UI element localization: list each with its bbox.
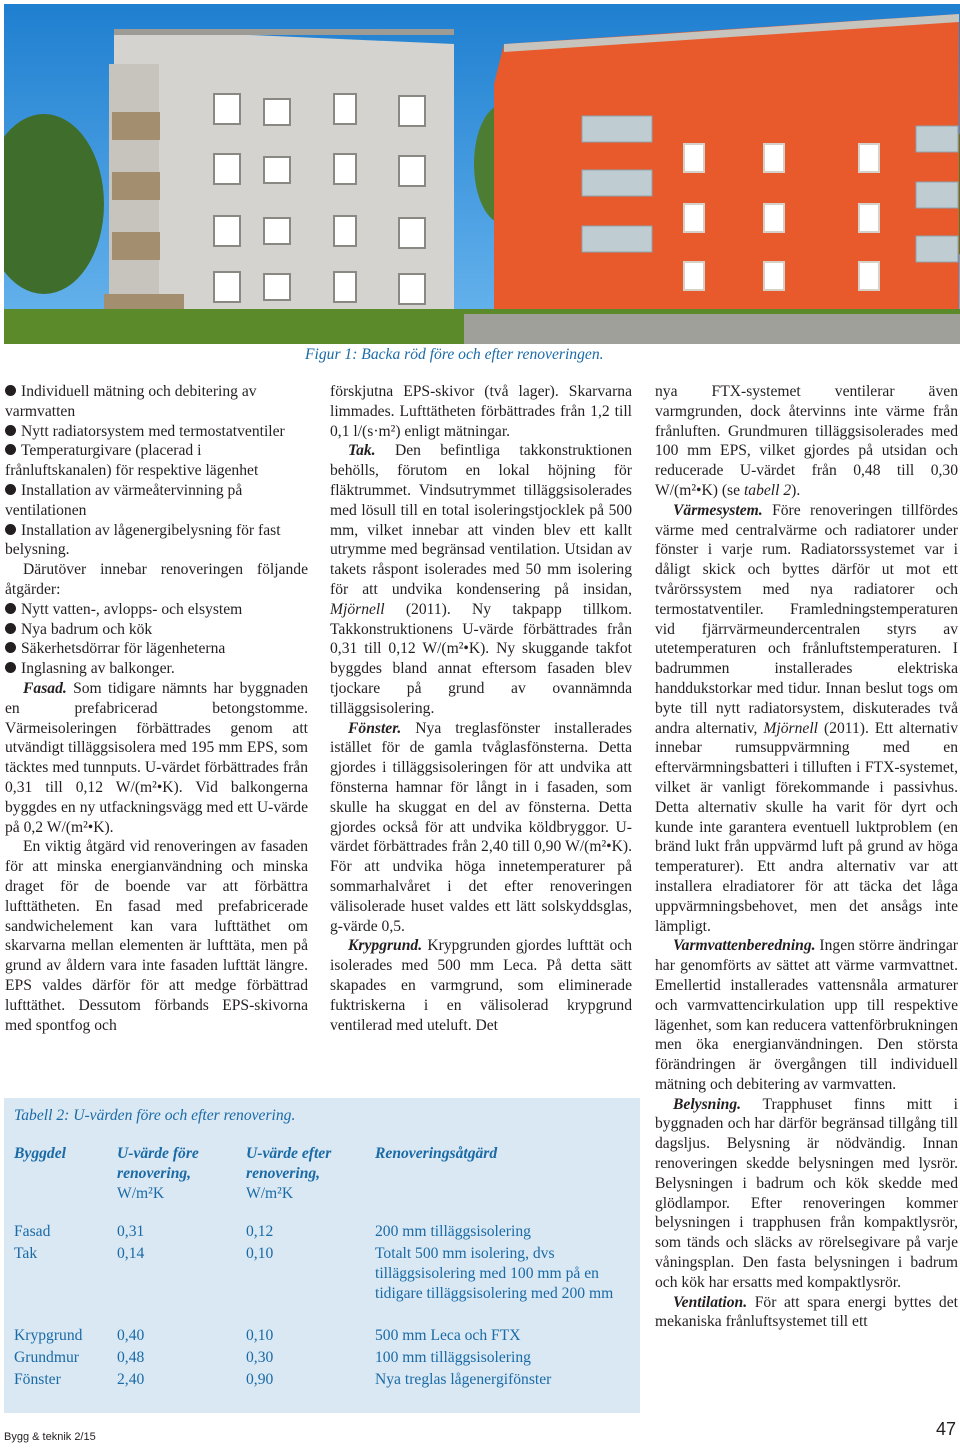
header-line: U-värde efter: [246, 1145, 332, 1162]
paragraph-text: Krypgrunden gjordes lufttät och isolerades med 500 mm Leca. På detta sätt skapades en varmgrund, som eliminerade fuktriskerna i en välisolerad krypgrund ventilerad med uteluft. Det: [330, 937, 632, 1034]
cell-after: 0,12: [246, 1223, 274, 1240]
section-heading: Värmesystem.: [673, 501, 763, 519]
journal-footer: Bygg & teknik 2/15: [4, 1431, 96, 1443]
building-photo: [4, 4, 960, 344]
paragraph-text: (2011). Ny takpapp tillkom. Takkonstruktionens U-värde förbättrades från 0,31 till 0,12 W/(m²•K). Ny skuggande takfot byggdes bland annat eftersom fasaden blev tjockare på grund av ovannämnda tilläggsisolering.: [330, 600, 632, 717]
bullet-icon: [5, 484, 16, 495]
section-heading: Belysning.: [673, 1095, 742, 1113]
cell-measure: 200 mm tilläggsisolering: [375, 1223, 531, 1240]
bullet-text: Nya badrum och kök: [21, 620, 153, 638]
paragraph-text: Som tidigare nämnts har byggnaden en prefabricerad betongstomme. Värmeisoleringen förbättrades genom att utvändigt tilläggsisolera med 195 mm EPS, som täcktes med tunnputs. U-värdet förbättrades från 0,31 till 0,12 W/(m²•K). Vid balkongerna byggdes en ny utfackningsvägg med ett U-värde på 0,2 W/(m²•K).: [5, 679, 308, 836]
paragraph-text: nya FTX-systemet ventilerar även varmgrunden, dock återvinns inte värme från frånluften. Grundmuren tilläggsisolerades med 100 mm EPS, vilket gjordes på utsidan och reducerade U-värdet från 0,48 till 0,30 W/(m²•K) (se: [655, 383, 958, 499]
header-unit: W/m²K: [117, 1185, 165, 1202]
bullet-text: Nytt vatten-, avlopps- och elsystem: [21, 600, 243, 618]
bullet-icon: [5, 425, 16, 436]
cell-measure: 100 mm tilläggsisolering: [375, 1349, 531, 1366]
cell-before: 2,40: [117, 1371, 145, 1388]
section-heading: Ventilation.: [673, 1293, 748, 1311]
column-header-part: Byggdel: [14, 1145, 66, 1162]
bullet-icon: [5, 662, 16, 673]
bullet-text: Installation av värmeåtervinning på ventilationen: [5, 481, 243, 519]
bullet-text: Inglasning av balkonger.: [21, 660, 175, 678]
header-line: renovering,: [117, 1165, 192, 1182]
paragraph-text: För att spara energi byttes det mekaniska frånluftsystemet till ett: [655, 1293, 958, 1331]
paragraph-text: Ingen större ändringar har genomförts av sättet att värme varmvattnet. Emellertid installerades vattensnåla armaturer och varmvattencirkulation upp till respektive lägenhet, som kan reducera vattenförbrukningen men öka energianvändningen. Den största förändringen är övergången till individuell mätning och debitering av varmvatten.: [655, 937, 958, 1093]
column-header-after: [246, 1144, 331, 1204]
paragraph: En viktig åtgärd vid renoveringen av fasaden för att minska energianvändning och minska draget för de boende var att förbättra lufttätheten. En fasad med prefabricerade sandwichelement kan vara lufttäthet om skarvarna mellan elementen är lufttäta, men på grund av åldern vara inte fasaden lufttät längre. EPS valdes därför för att medge förbättrad lufttäthet. Dessutom förbands EPS-skivorna med spontfog och: [5, 838, 308, 1034]
section-heading: Fasad.: [23, 679, 67, 697]
paragraph-text: Den befintliga takkonstruktionen behölls, förutom en lokal höjning för fläktrummet. Vindsutrymmet tilläggsisolerades med lösull till en total isoleringstjocklek på 500 mm, vilket innebar att vinden blev ett kallt utrymme med begränsad ventilation. Utsidan av takets råspont isolerades med 50 mm isolering för att undvika kondensering på insidan,: [330, 442, 632, 598]
bullet-icon: [5, 642, 16, 653]
column-2: [330, 382, 632, 1035]
header-line: renovering,: [246, 1165, 321, 1182]
column-3: [655, 382, 958, 1332]
section-heading: Krypgrund.: [348, 937, 423, 955]
bullet-text: Nytt radiatorsystem med termostatventiler: [21, 422, 285, 440]
bullet-icon: [5, 385, 16, 396]
bullet-text: Installation av lågenergibelysning för fast belysning.: [5, 521, 281, 559]
section-heading: Fönster.: [348, 719, 402, 737]
column-header-before: [117, 1144, 199, 1204]
bullet-icon: [5, 524, 16, 535]
cell-part: Tak: [14, 1245, 38, 1262]
cell-before: 0,14: [117, 1245, 145, 1262]
header-line: U-värde före: [117, 1145, 199, 1162]
cell-part: Krypgrund: [14, 1327, 83, 1344]
paragraph-text: ).: [791, 481, 801, 499]
section-heading: Tak.: [348, 442, 376, 460]
cell-before: 0,48: [117, 1349, 145, 1366]
table-reference: tabell 2: [743, 481, 792, 499]
cell-measure: Totalt 500 mm isolering, dvs tilläggsisolering med 100 mm på en tidigare tilläggsisolering med 200 mm: [375, 1245, 614, 1302]
cell-part: Fönster: [14, 1371, 61, 1388]
before-after-photo: [4, 4, 960, 344]
figure-caption: Figur 1: Backa röd före och efter renoveringen.: [305, 346, 604, 363]
paragraph-text: Trapphuset finns mitt i byggnaden och har därför begränsad tillgång till dagsljus. Belysning är nödvändig. Innan renoveringen skedde belysningen med lysrör. Belysningen i badrum och kök skedde med glödlampor. Efter renoveringen kommer belysningen i trapphusen från kompaktlysrör, som tänds och släcks av rörelsegivare på varje våningsplan. Den fasta belysningen i badrum och kök har ersatts med kompaktlysrör.: [655, 1095, 958, 1291]
header-unit: W/m²K: [246, 1185, 294, 1202]
bullet-text: Temperaturgivare (placerad i frånluftskanalen) för respektive lägenhet: [5, 442, 259, 480]
cell-before: 0,31: [117, 1223, 145, 1240]
bullet-icon: [5, 623, 16, 634]
cell-after: 0,30: [246, 1349, 274, 1366]
paragraph: Därutöver innebar renoveringen följande åtgärder:: [5, 561, 308, 598]
bullet-icon: [5, 603, 16, 614]
reference: Mjörnell: [763, 719, 818, 737]
column-header-measure: Renoveringsåtgärd: [375, 1145, 498, 1162]
cell-after: 0,10: [246, 1327, 274, 1344]
u-value-table: [4, 1098, 640, 1413]
page-number: 47: [935, 1419, 956, 1439]
table-caption: Tabell 2: U-värden före och efter renovering.: [14, 1107, 296, 1124]
paragraph-text: Före renoveringen tillfördes värme med centralvärme och radiatorer under fönster i varje rum. Radiatorssystemet var i dåligt skick och byttes därför ut mot ett tvårörssystem med nya radiatorer och termostatventiler. Framledningstemperaturen vid fjärrvärmeundercentralen styrs av utetemperaturen och frånluftstemperaturen. I badrummen installerades elektriska handdukstorkar med tidur. Innan beslut togs om byte till nytt radiatorsystem, diskuterades två andra alternativ,: [655, 501, 958, 737]
cell-after: 0,90: [246, 1371, 274, 1388]
paragraph-text: Nya treglasfönster installerades istället för de gamla tvåglasfönsterna. Detta gjordes i tilläggsisoleringen för att undvika att fönsterna hamnar för långt in i fasaden, som skulle ha skuggat en del av fönsterna. Detta gjordes också för att undvika köldbryggor. U-värdet förbättrades från 2,40 till 0,90 W/(m²•K). För att undvika höga innetemperaturer på sommarhalvåret i det efter renoveringen välisolerade huset valdes ett lätt solskyddsglas, g-värde 0,5.: [330, 719, 632, 935]
column-1: [5, 382, 308, 1035]
section-heading: Varmvattenberedning.: [673, 937, 816, 955]
reference: Mjörnell: [330, 600, 385, 618]
paragraph-text: (2011). Ett alternativ innebar rumsuppvärmning med en eftervärmningsbatteri i tilluften i FTX-systemet, vilket är vanligt förekommande i passivhus. Detta alternativ skulle ha varit för dyrt och kunde inte garantera eventuell luktproblem (en bränd lukt från uppvärmd luft på grund av höga temperaturer). Ett andra alternativ var att installera elradiatorer för att täcka det låga uppvärmningsbehovet, men det ansågs inte lämpligt.: [655, 719, 958, 935]
bullet-text: Individuell mätning och debitering av varmvatten: [5, 383, 257, 420]
cell-before: 0,40: [117, 1327, 145, 1344]
cell-after: 0,10: [246, 1245, 274, 1262]
cell-measure: Nya treglas lågenergifönster: [375, 1371, 552, 1388]
bullet-icon: [5, 444, 16, 455]
cell-part: Grundmur: [14, 1349, 79, 1366]
bullet-text: Säkerhetsdörrar för lägenheterna: [21, 640, 226, 658]
cell-measure: 500 mm Leca och FTX: [375, 1327, 521, 1344]
cell-part: Fasad: [14, 1223, 51, 1240]
paragraph: förskjutna EPS-skivor (två lager). Skarvarna limmades. Lufttätheten förbättrades från 1,2 till 0,1 l/(s·m²) enligt mätningar.: [330, 383, 632, 440]
